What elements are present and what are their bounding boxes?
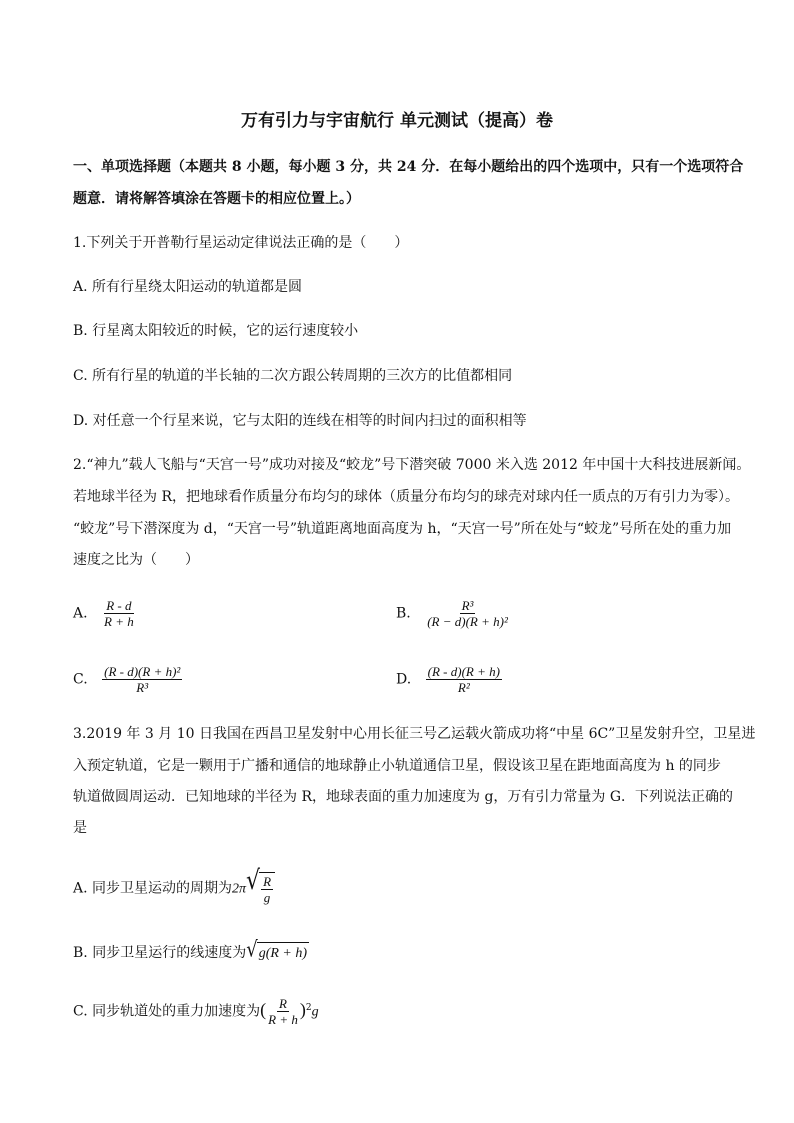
q3-stem-line-2: 入预定轨道，它是一颗用于广播和通信的地球静止小轨道通信卫星，假设该卫星在距地面高度为 h 的同步 <box>73 758 721 774</box>
q3-option-c-fraction <box>266 996 300 1027</box>
q2-option-c <box>73 664 182 695</box>
q2-option-c-denominator: R³ <box>136 680 149 695</box>
q1-stem <box>73 233 408 253</box>
q2-option-d-denominator: R² <box>457 680 470 695</box>
q1-option-d: D. 对任意一个行星来说，它与太阳的连线在相等的时间内扫过的面积相等 <box>73 413 527 429</box>
page-title: 万有引力与宇宙航行 单元测试（提高）卷 <box>241 111 553 131</box>
q2-option-a-numerator: R - d <box>106 598 132 613</box>
section-heading-line-2: 题意．请将解答填涂在答题卡的相应位置上。） <box>73 191 360 207</box>
q3-option-a-coefficient: 2π <box>232 881 247 897</box>
q2-option-b-numerator: R³ <box>461 598 474 613</box>
q2-stem-line-4: 速度之比为（ ） <box>73 552 199 568</box>
q2-option-b-fraction <box>425 598 510 629</box>
q3-option-a-fraction <box>261 874 273 905</box>
q2-option-d-fraction <box>426 664 502 695</box>
q2-option-c-numerator: (R - d)(R + h)² <box>104 664 181 679</box>
q3-option-c-close-paren: ) <box>299 999 306 1020</box>
q2-option-b <box>396 598 510 629</box>
sqrt-sign-icon: √ <box>246 866 261 897</box>
q2-option-c-fraction <box>102 664 182 695</box>
q3-option-c <box>73 996 319 1027</box>
q3-option-b-sqrt <box>246 937 309 964</box>
q3-option-a <box>73 866 275 905</box>
q3-option-a-sqrt <box>246 866 275 905</box>
q3-option-c-denominator: R + h <box>268 1012 298 1027</box>
q3-option-c-numerator: R <box>279 996 287 1011</box>
q1-option-a: A. 所有行星绕太阳运动的轨道都是圆 <box>73 279 303 295</box>
q3-option-c-open-paren: ( <box>260 999 267 1020</box>
q2-option-d-numerator: (R - d)(R + h) <box>427 664 500 679</box>
section-heading-line-1: 一、单项选择题（本题共 8 小题，每小题 3 分，共 24 分．在每小题给出的四个选项中，只有一个选项符合 <box>73 159 744 175</box>
q2-option-d <box>396 664 502 695</box>
q2-stem-line-2: 若地球半径为 R，把地球看作质量分布均匀的球体（质量分布均匀的球壳对球内任一质点的万有引力为零）。 <box>73 489 739 505</box>
q2-option-b-label: B. <box>396 605 411 622</box>
q2-option-a-fraction <box>102 598 136 629</box>
q3-option-b-text: B. 同步卫星运行的线速度为 <box>73 945 247 961</box>
q3-stem-line-1: 3.2019 年 3 月 10 日我国在西昌卫星发射中心用长征三号乙运载火箭成功将“中星 6C”卫星发射升空，卫星进 <box>73 726 756 742</box>
q1-stem-text: 1.下列关于开普勒行星运动定律说法正确的是（ ） <box>73 235 409 251</box>
q3-option-a-text: A. 同步卫星运动的周期为 <box>73 880 233 897</box>
q1-option-c: C. 所有行星的轨道的半长轴的二次方跟公转周期的三次方的比值都相同 <box>73 368 513 384</box>
q3-option-a-denominator: g <box>263 890 271 905</box>
q3-option-c-exponent: 2 <box>305 1002 312 1013</box>
q2-option-a-label: A. <box>73 605 88 622</box>
q3-stem-line-3: 轨道做圆周运动．已知地球的半径为 R，地球表面的重力加速度为 g，万有引力常量为 G．下列说法正确的 <box>73 789 734 805</box>
q2-option-b-denominator: (R − d)(R + h)² <box>427 614 508 629</box>
q3-option-b-expression: g(R + h) <box>257 942 309 964</box>
q2-option-c-label: C. <box>73 671 88 688</box>
q3-option-c-text: C. 同步轨道处的重力加速度为 <box>73 1003 261 1020</box>
q2-option-d-label: D. <box>396 671 412 688</box>
q3-option-b <box>73 937 309 964</box>
q2-option-a-denominator: R + h <box>104 614 134 629</box>
q2-stem-line-3: “蛟龙”号下潜深度为 d，“天宫一号”轨道距离地面高度为 h，“天宫一号”所在处与“蛟龙”号所在处的重力加 <box>73 521 732 537</box>
sqrt-sign-icon: √ <box>246 937 258 963</box>
q1-option-b: B. 行星离太阳较近的时候，它的运行速度较小 <box>73 323 359 339</box>
q3-option-a-numerator: R <box>263 874 272 889</box>
q3-option-c-tail: g <box>311 1004 319 1020</box>
q3-stem-line-4: 是 <box>73 820 87 836</box>
q2-stem-line-1: 2.“神九”载人飞船与“天宫一号”成功对接及“蛟龙”号下潜突破 7000 米入选 2012 年中国十大科技进展新闻。 <box>73 457 751 473</box>
q2-option-a <box>73 598 136 629</box>
